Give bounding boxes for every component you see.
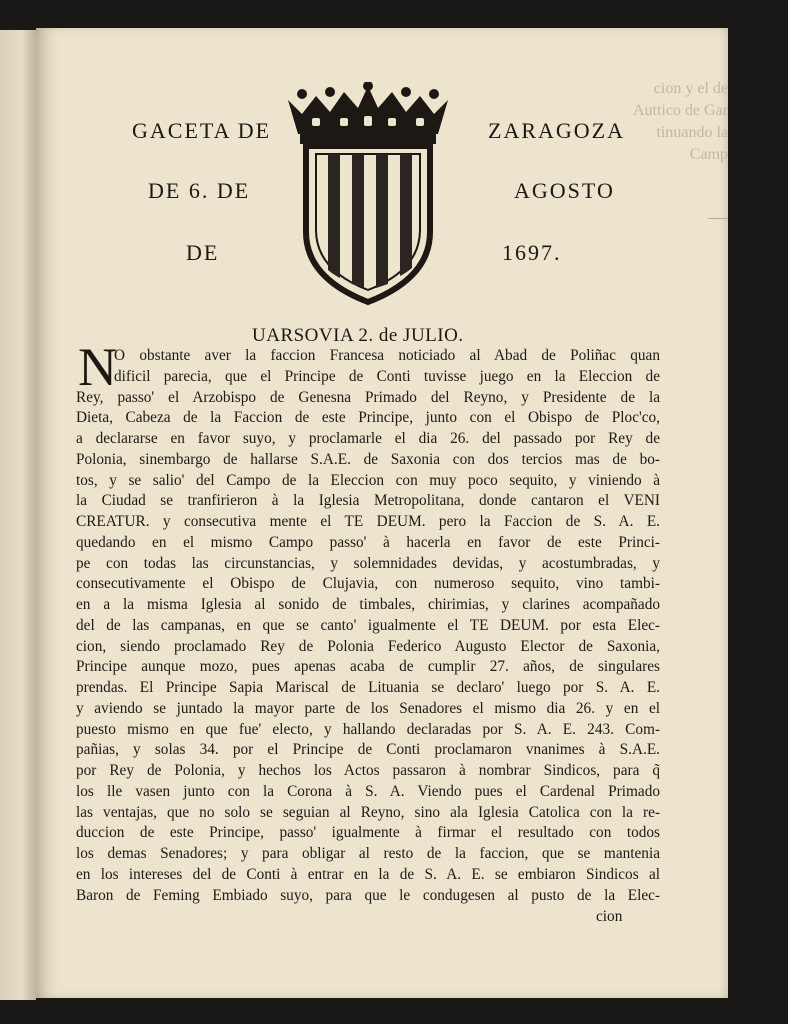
bleed-line: tinuando la Camp xyxy=(656,124,728,163)
text-line: en a la misma Iglesia al sonido de timbales, chirimias, y clarines acompañado xyxy=(76,596,660,613)
text-line: Principe aunque mozo, pues apenas acaba de cumplir 27. años, de singulares xyxy=(76,658,660,676)
text-line: en los intereses del de Conti à entrar en la de S. A. E. se embiaron Sindicos al xyxy=(76,865,660,883)
text-line: CREATUR. y consecutiva mente el TE DEUM. pero la Faccion de S. A. E. xyxy=(76,513,660,530)
text-line: O obstante aver la faccion Francesa noticiado al Abad de Poliñac quan xyxy=(114,347,660,364)
text-line: Baron de Feming Embiado suyo, para que le condugesen al pusto de la Elec- xyxy=(76,886,660,904)
text-line: la Ciudad se tranfirieron à la Iglesia Metropolitana, donde cantaron el VENI xyxy=(76,492,660,510)
text-line: las ventajas, que no solo se seguian al Reyno, sino ala Iglesia Catolica con la re- xyxy=(76,803,660,821)
masthead-month: AGOSTO xyxy=(514,178,615,203)
bleed-line: Auttico de Gar xyxy=(632,102,728,119)
text-line: consecutivamente el Obispo de Clujavia, con numeroso sequito, vino tambi- xyxy=(76,575,660,593)
text-line: del de las campanas, en que se canto' igualmente el TE DEUM. por esta Elec- xyxy=(76,616,660,634)
text-line: duccion de este Principe, passo' igualmente à firmar el resultado con todos xyxy=(76,824,660,842)
text-line: pe con todas las circunstancias, y solemnidades devidas, y acostumbradas, y xyxy=(76,554,660,572)
drop-cap: N xyxy=(78,337,117,397)
masthead-day: DE 6. DE xyxy=(148,178,251,203)
text-line: Polonia, sinembargo de hallarse S.A.E. de Saxonia con dos tercios mas de bo- xyxy=(76,450,660,468)
text-line: los demas Senadores; y para obligar al resto de la faccion, que se mantenia xyxy=(76,845,660,862)
left-page-edge xyxy=(0,30,36,1000)
bleed-line: cion y el de xyxy=(653,80,728,97)
text-line: Rey, passo' el Arzobispo de Genesna Primado del Reyno, y Presidente de la xyxy=(76,388,660,406)
bleed-rule xyxy=(708,218,728,219)
masthead-de: DE xyxy=(186,240,220,265)
text-line: por Rey de Polonia, y hechos los Actos passaron à nombrar Sindicos, para q̃ xyxy=(76,762,660,779)
text-line: puesto mismo en que fue' electo, y hallando declaradas por S. A. E. 243. Com- xyxy=(76,720,660,738)
text-line: tos, y se salio' del Campo de la Eleccion con muy poco sequito, y viniendo à xyxy=(76,471,660,489)
text-line: dificil parecia, que el Principe de Conti tuvisse juego en la Eleccion de xyxy=(114,367,660,385)
text-line: los lle vasen junto con la Corona à S. A. Viendo pues el Cardenal Primado xyxy=(76,782,660,800)
text-line: y aviendo se juntado la mayor parte de los Senadores el mismo dia 26. y en el xyxy=(76,699,660,717)
text-line: quedando en el mismo Campo passo' à hacerla en favor de este Princi- xyxy=(76,533,660,551)
text-line: Dieta, Cabeza de la Faccion de este Principe, junto con el Obispo de Ploc'co, xyxy=(76,409,660,427)
masthead-year: 1697. xyxy=(502,240,562,265)
text-line: prendas. El Principe Sapia Mariscal de Lituania se declaro' luego por S. A. E. xyxy=(76,679,660,696)
coat-of-arms-icon xyxy=(282,82,454,306)
text-line: pañias, y solas 34. por el Principe de Conti proclamaron vnanimes à S.A.E. xyxy=(76,741,660,759)
dateline: UARSOVIA 2. de JULIO. xyxy=(252,325,464,346)
catchword: cion xyxy=(596,908,623,925)
text-line: cion, siendo proclamado Rey de Polonia Federico Augusto Elector de Saxonia, xyxy=(76,637,660,655)
text-line: a declararse en favor suyo, y proclamarle el dia 26. del passado por Rey de xyxy=(76,430,660,447)
masthead-zaragoza: ZARAGOZA xyxy=(488,118,625,143)
bleed-through-text xyxy=(628,78,728,168)
masthead-gaceta: GACETA DE xyxy=(132,118,272,143)
